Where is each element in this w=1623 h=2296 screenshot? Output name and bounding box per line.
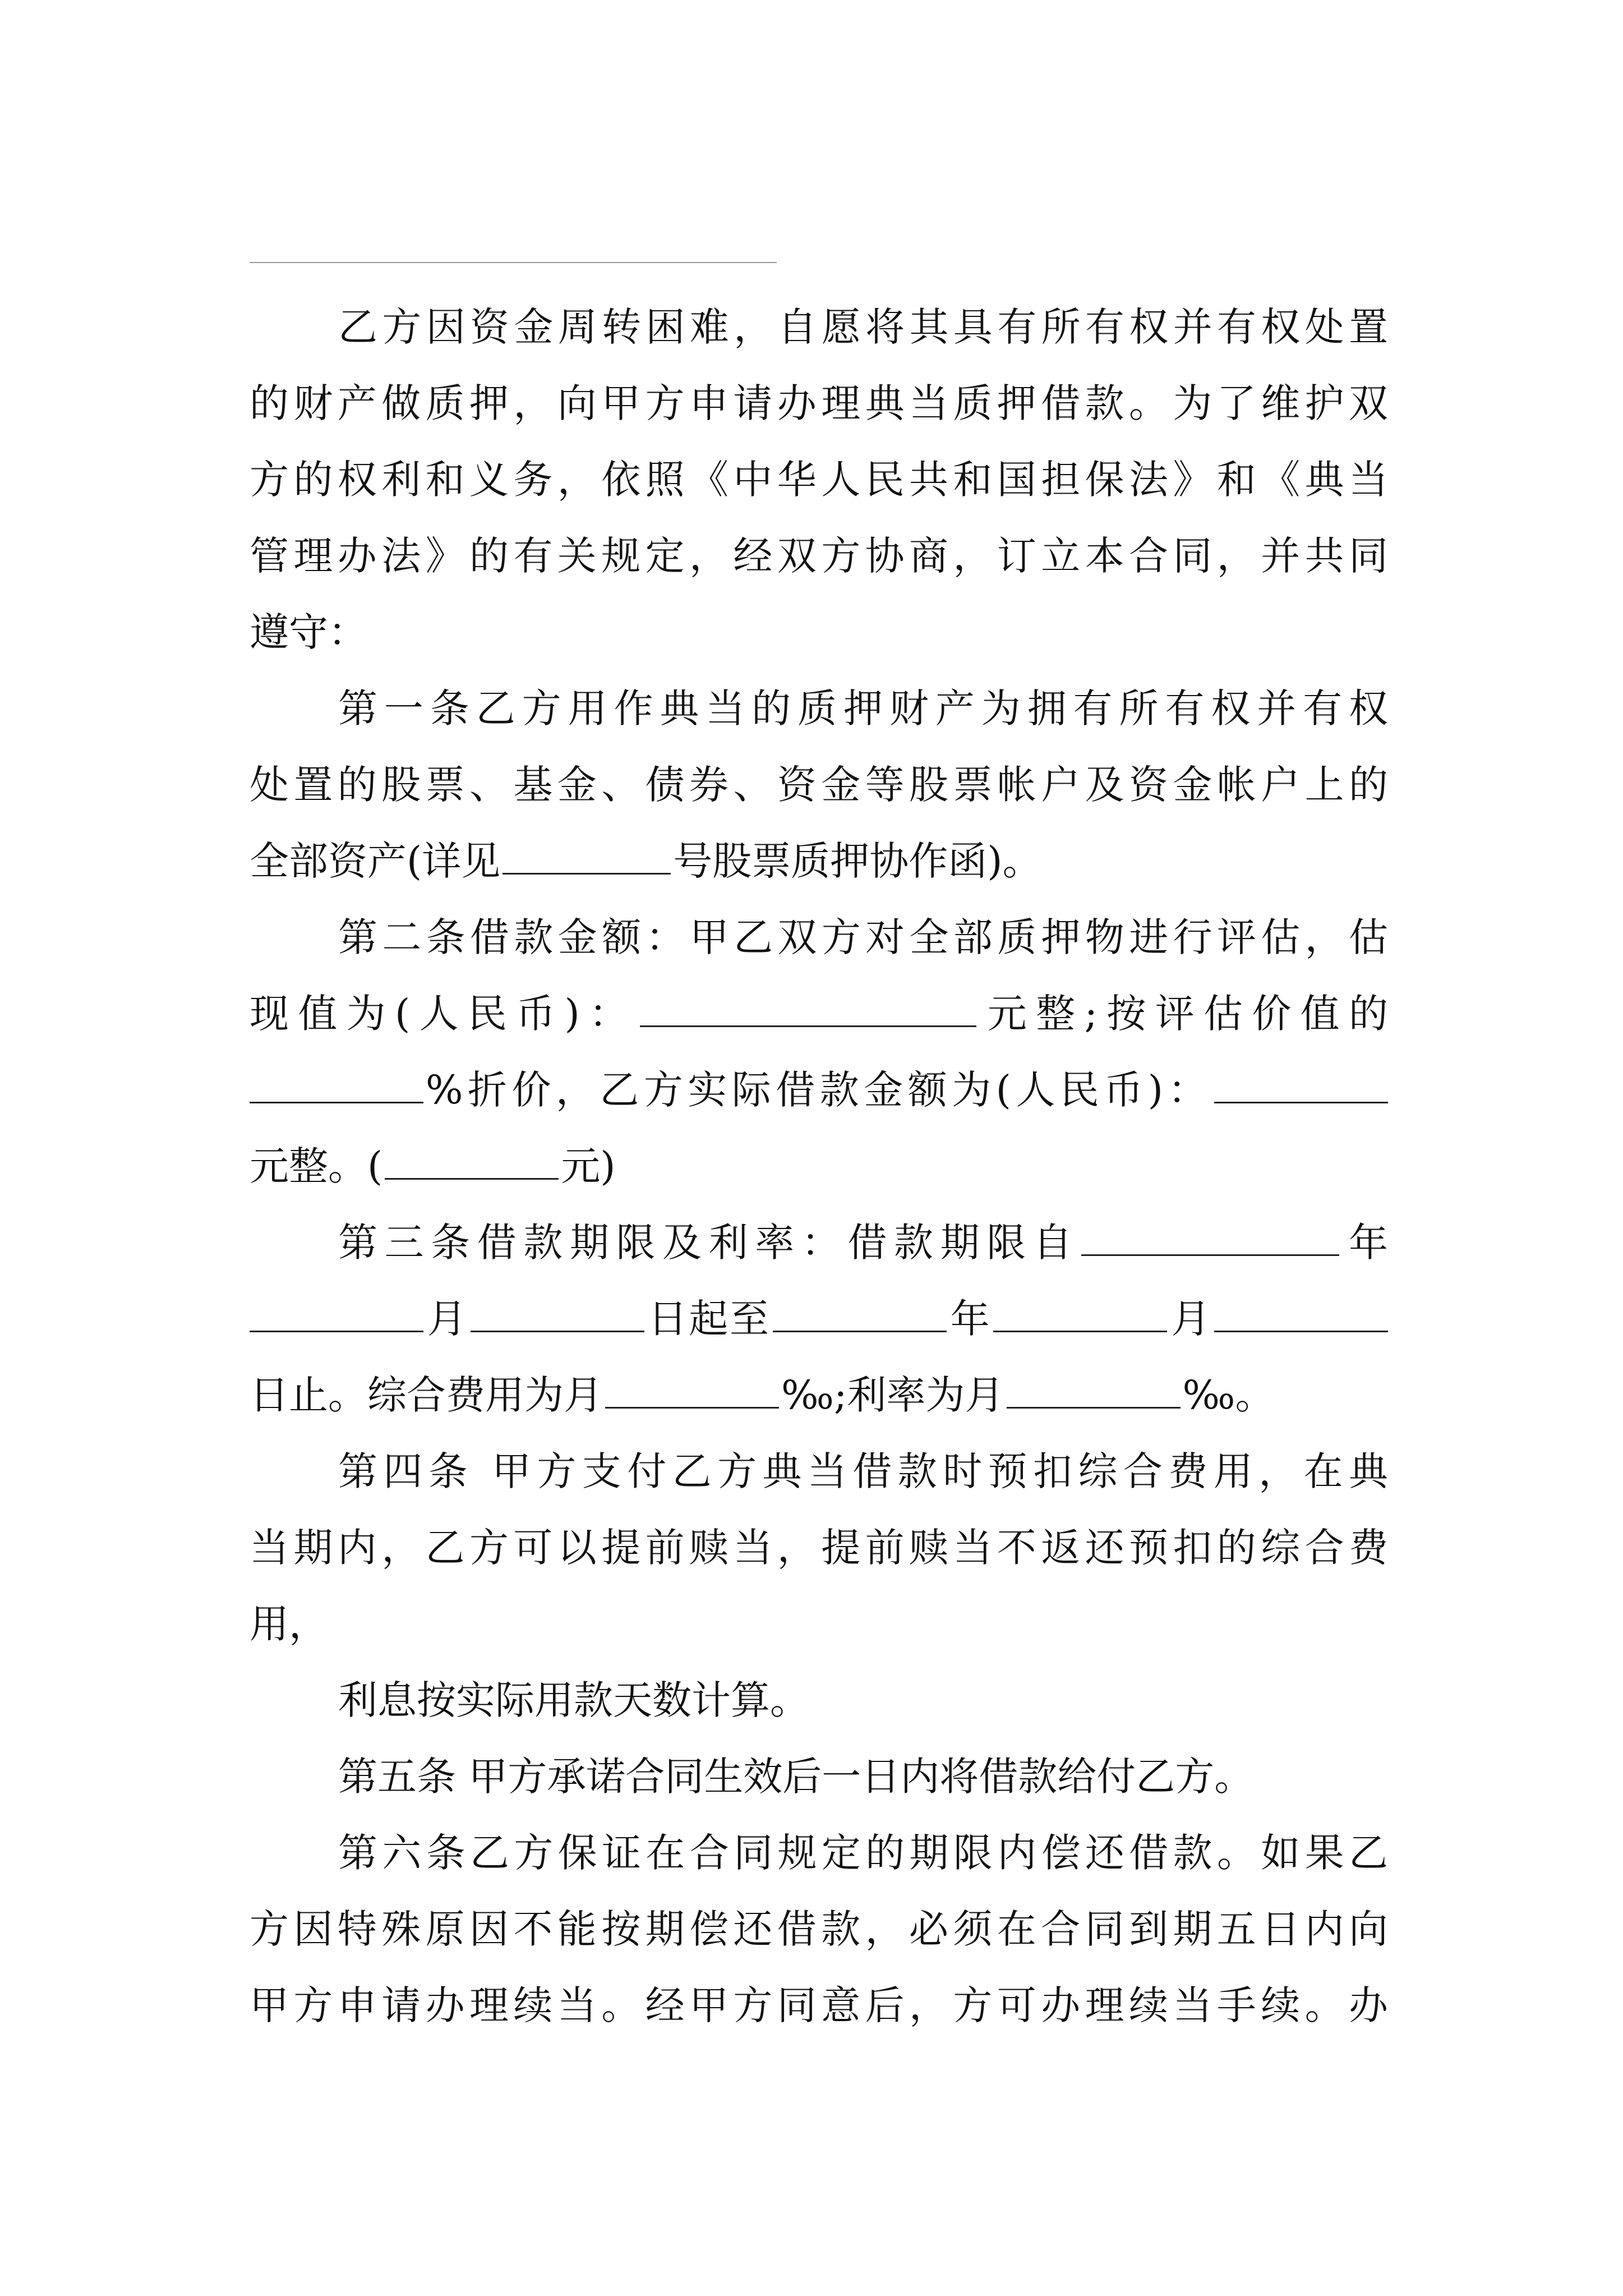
- article-4-line: 用，: [250, 1601, 328, 1647]
- preamble-line: 的财产做质押，向甲方申请办理典当质押借款。为了维护双: [250, 380, 1388, 426]
- article-2-line: [250, 976, 1388, 1052]
- fee-rate-blank[interactable]: [605, 1368, 779, 1409]
- preamble-line: 乙方因资金周转困难，自愿将其具有所有权并有权处置: [338, 304, 1388, 350]
- contract-body: [250, 289, 1388, 2044]
- end-day-blank[interactable]: [1214, 1291, 1388, 1332]
- appraised-value-blank[interactable]: [640, 986, 976, 1027]
- start-year-blank[interactable]: [1081, 1215, 1339, 1256]
- article-6-line: 方因特殊原因不能按期偿还借款，必须在合同到期五日内向: [250, 1906, 1388, 1952]
- article-6: [250, 1815, 1388, 2044]
- header-divider: [250, 262, 777, 263]
- article-3: [250, 1204, 1388, 1433]
- article-1-text: 号股票质押协作函)。: [673, 838, 1042, 884]
- article-3-text: 年: [1341, 1220, 1389, 1266]
- article-3-line: [250, 1357, 1388, 1433]
- article-1-text: 全部资产(详见: [250, 838, 501, 884]
- article-5-line: 第五条 甲方承诺合同生效后一日内将借款给付乙方。: [338, 1754, 1254, 1800]
- article-2-text: 元整。(: [250, 1143, 383, 1189]
- article-3-text: 月: [1169, 1296, 1212, 1342]
- article-1-line: 第一条乙方用作典当的质押财产为拥有所有权并有权: [338, 685, 1388, 731]
- article-2-text: 元整;按评估价值的: [978, 991, 1388, 1037]
- start-month-blank[interactable]: [250, 1291, 423, 1332]
- end-year-blank[interactable]: [773, 1291, 947, 1332]
- preamble-line: 遵守：: [250, 609, 367, 655]
- article-3-text: 月: [426, 1296, 468, 1342]
- article-4: [250, 1433, 1388, 1738]
- article-3-text: 日起至: [646, 1296, 771, 1342]
- article-2-line: [250, 1128, 1388, 1204]
- interest-rate-blank[interactable]: [1007, 1368, 1181, 1409]
- preamble-line: 方的权利和义务，依照《中华人民共和国担保法》和《典当: [250, 457, 1388, 503]
- preamble-line: 管理办法》的有关规定，经双方协商，订立本合同，并共同: [250, 533, 1388, 579]
- article-2-text: 现值为(人民币)：: [250, 991, 638, 1037]
- article-3-text: 第三条借款期限及利率：借款期限自: [338, 1220, 1080, 1266]
- article-2-text: 元): [561, 1143, 616, 1189]
- article-1-line: [250, 823, 1388, 899]
- loan-amount-figures-blank[interactable]: [385, 1139, 559, 1180]
- end-month-blank[interactable]: [993, 1291, 1167, 1332]
- start-day-blank[interactable]: [471, 1291, 644, 1332]
- article-2: [250, 899, 1388, 1204]
- agreement-number-blank[interactable]: [502, 834, 671, 875]
- preamble-paragraph: [250, 289, 1388, 670]
- article-3-text: 年: [948, 1296, 992, 1342]
- loan-amount-blank[interactable]: [1214, 1062, 1388, 1103]
- article-5: [250, 1738, 1388, 1815]
- article-2-line: [250, 1052, 1388, 1128]
- article-3-text: 日止。综合费用为月: [250, 1372, 603, 1418]
- article-2-line: 第二条借款金额：甲乙双方对全部质押物进行评估，估: [338, 914, 1388, 960]
- article-3-text: ‰。: [1182, 1372, 1275, 1418]
- article-1-line: 处置的股票、基金、债券、资金等股票帐户及资金帐户上的: [250, 762, 1388, 808]
- article-3-line: [250, 1281, 1388, 1357]
- article-4-line: 当期内，乙方可以提前赎当，提前赎当不返还预扣的综合费: [250, 1525, 1388, 1571]
- article-2-text: %折价，乙方实际借款金额为(人民币)：: [426, 1067, 1212, 1113]
- article-1: [250, 670, 1388, 899]
- article-6-line: 甲方申请办理续当。经甲方同意后，方可办理续当手续。办: [250, 1982, 1388, 2028]
- article-4-line: 利息按实际用款天数计算。: [338, 1677, 809, 1723]
- discount-rate-blank[interactable]: [250, 1062, 423, 1103]
- article-3-text: ‰;利率为月: [781, 1372, 1004, 1418]
- article-6-line: 第六条乙方保证在合同规定的期限内偿还借款。如果乙: [338, 1830, 1388, 1876]
- article-4-line: 第四条 甲方支付乙方典当借款时预扣综合费用，在典: [338, 1448, 1388, 1494]
- article-3-line: [250, 1204, 1388, 1281]
